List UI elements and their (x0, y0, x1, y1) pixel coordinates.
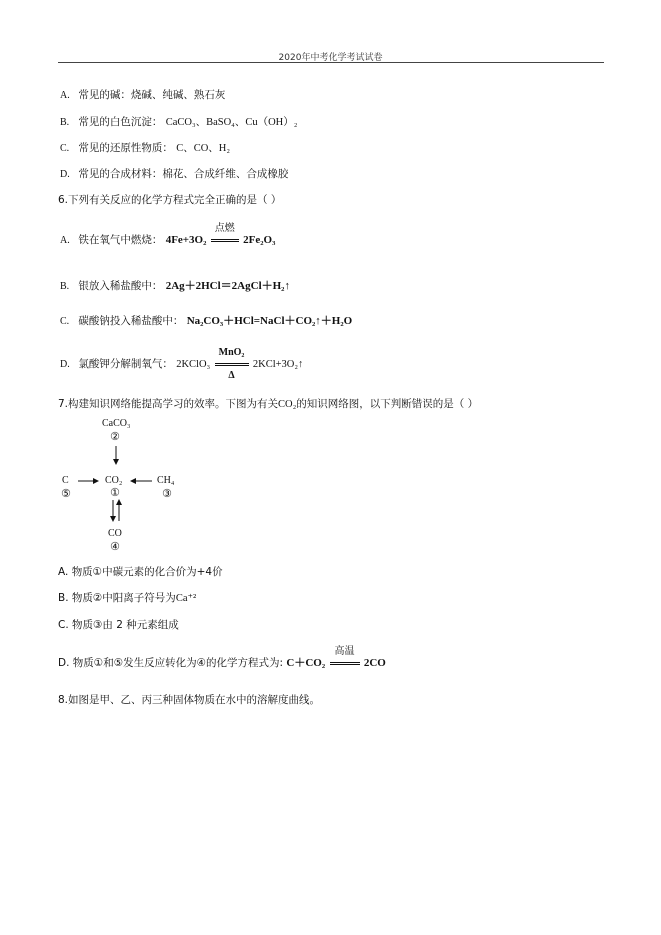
equation-rhs: 2CO (363, 657, 386, 669)
equation-lhs: 4Fe+3O₂ (165, 234, 207, 246)
option-text: 氯酸钾分解制氧气： (78, 358, 173, 370)
option-label: A. (60, 235, 70, 246)
condition-top: MnO₂ (218, 347, 245, 358)
option-text: 铁在氧气中燃烧： (78, 234, 163, 246)
option-text: 银放入稀盐酸中： (78, 280, 163, 292)
option-label: A. (60, 90, 70, 101)
option-label: C. (60, 316, 70, 327)
question-8-stem: 8.如图是甲、乙、丙三种固体物质在水中的溶解度曲线。 (58, 694, 321, 706)
diagram-num-4: ④ (110, 540, 120, 553)
option-label: D. (60, 359, 70, 370)
condition-top: 高温 (334, 646, 355, 657)
diagram-node-ch4: CH₄ (157, 475, 175, 486)
equation: 2Ag＋2HCl＝2AgCl＋H₂↑ (165, 280, 290, 292)
option-text: 物质②中阳离子符号为 (71, 592, 176, 604)
q7-option-a (58, 564, 223, 579)
node-formula: CaCO₃ (102, 418, 131, 429)
equation-lhs: 2KClO₃ (176, 359, 211, 370)
option-text: 碳酸钠投入稀盐酸中： (78, 315, 184, 327)
diagram-num-3: ③ (162, 487, 172, 500)
equation: Na₂CO₃＋HCl=NaCl＋CO₂↑＋H₂O (186, 315, 353, 327)
stem-text: 的知识网络图，以下判断错误的是（ ） (296, 398, 479, 410)
stem-text: 7.构建知识网络能提高学习的效率。下图为有关 (58, 398, 279, 410)
diagram-node-c: C (62, 475, 69, 486)
condition-top: 点燃 (214, 223, 235, 234)
page-header-title: 2020年中考化学考试试卷 (278, 53, 383, 63)
question-6-stem: 6.下列有关反应的化学方程式完全正确的是（ ） (58, 194, 282, 206)
option-label: D. (60, 169, 70, 180)
q7-option-c (58, 617, 179, 632)
diagram-node-co2: CO₂ (105, 475, 123, 486)
diagram-node-co: CO (108, 528, 122, 539)
option-label: B. (58, 592, 69, 604)
option-text: 常见的还原性物质： (78, 142, 173, 154)
option-text: 常见的白色沉淀： (78, 116, 163, 128)
option-formula: CaCO₃、BaSO₄、Cu（OH）₂ (165, 117, 298, 128)
condition-bottom: Δ (228, 370, 235, 381)
stem-formula: CO₂ (278, 399, 297, 410)
diagram-num-2: ② (110, 430, 120, 443)
option-label: C. (60, 143, 70, 154)
reaction-condition (329, 646, 361, 669)
option-text: 常见的碱：烧碱、纯碱、熟石灰 (78, 89, 226, 101)
option-label: A. (58, 566, 69, 578)
diagram-num-5: ⑤ (61, 487, 71, 500)
q7-option-b (58, 590, 196, 605)
equation-rhs: 2KCl+3O₂↑ (252, 359, 304, 370)
option-text: 物质①中碳元素的化合价为+4价 (71, 566, 223, 578)
option-formula: Ca⁺² (175, 593, 197, 604)
option-label: C. (58, 619, 69, 631)
equation-rhs: 2Fe₂O₃ (243, 234, 276, 246)
diagram-num-1: ① (110, 486, 120, 499)
q7-option-d (58, 646, 386, 670)
equals-line (330, 662, 360, 665)
option-text: 常见的合成材料：棉花、合成纤维、合成橡胶 (78, 168, 289, 180)
option-formula: C、CO、H₂ (176, 143, 231, 154)
option-label: B. (60, 281, 70, 292)
option-label: B. (60, 117, 70, 128)
option-text: 物质①和⑤发生反应转化为④的化学方程式为: (72, 657, 284, 669)
equation-lhs: C＋CO₂ (286, 657, 326, 669)
option-text: 物质③由 2 种元素组成 (72, 619, 179, 631)
option-label: D. (58, 657, 70, 669)
